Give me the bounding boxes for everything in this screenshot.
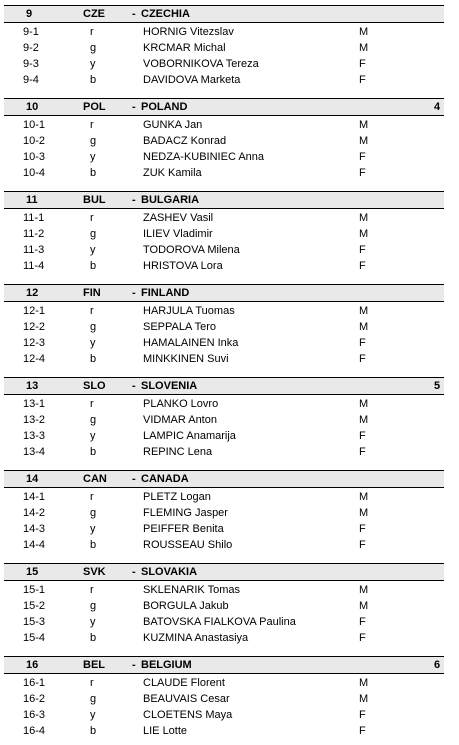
athlete-position: 16-2 xyxy=(23,693,46,705)
athlete-name: KUZMINA Anastasiya xyxy=(143,632,249,644)
bib-color: r xyxy=(90,212,94,224)
bib-color: r xyxy=(90,584,94,596)
athlete-position: 10-1 xyxy=(23,119,46,131)
team-block xyxy=(0,0,459,93)
bib-color: y xyxy=(90,151,96,163)
athlete-position: 14-1 xyxy=(23,491,46,503)
team-code: POL xyxy=(83,101,106,113)
athlete-row xyxy=(0,149,459,165)
bib-color: y xyxy=(90,616,96,628)
athlete-gender: F xyxy=(359,632,366,644)
athlete-gender: M xyxy=(359,135,369,147)
team-block xyxy=(0,558,459,651)
team-header xyxy=(4,284,444,302)
athlete-gender: F xyxy=(359,446,366,458)
team-name: BELGIUM xyxy=(141,659,192,671)
athlete-gender: F xyxy=(359,151,366,163)
athlete-position: 10-4 xyxy=(23,167,46,179)
team-name: BULGARIA xyxy=(141,194,200,206)
athlete-name: BADACZ Konrad xyxy=(143,135,227,147)
team-code: FIN xyxy=(83,287,101,299)
athlete-gender: F xyxy=(359,167,366,179)
athlete-row xyxy=(0,505,459,521)
athlete-gender: M xyxy=(359,491,369,503)
team-name: CZECHIA xyxy=(141,8,190,20)
athlete-name: BATOVSKA FIALKOVA Paulina xyxy=(143,616,296,628)
team-separator: - xyxy=(132,659,136,671)
athlete-position: 14-2 xyxy=(23,507,46,519)
team-header xyxy=(4,98,444,116)
team-code: BUL xyxy=(83,194,106,206)
athlete-gender: M xyxy=(359,600,369,612)
athlete-name: LIE Lotte xyxy=(143,725,188,737)
athlete-gender: F xyxy=(359,244,366,256)
athlete-row xyxy=(0,489,459,505)
athlete-row xyxy=(0,630,459,646)
team-separator: - xyxy=(132,473,136,485)
athlete-row xyxy=(0,412,459,428)
athlete-name: MINKKINEN Suvi xyxy=(143,353,229,365)
bib-color: b xyxy=(90,167,97,179)
team-number: 10 xyxy=(26,101,39,113)
athlete-name: NEDZA-KUBINIEC Anna xyxy=(143,151,265,163)
team-header xyxy=(4,470,444,488)
team-number: 13 xyxy=(26,380,39,392)
team-header xyxy=(4,656,444,674)
athlete-row xyxy=(0,24,459,40)
athlete-gender: F xyxy=(359,337,366,349)
bib-color: g xyxy=(90,600,97,612)
athlete-name: LAMPIC Anamarija xyxy=(143,430,236,442)
athlete-gender: M xyxy=(359,212,369,224)
team-separator: - xyxy=(132,8,136,20)
athlete-gender: F xyxy=(359,260,366,272)
team-block xyxy=(0,372,459,465)
athlete-name: HRISTOVA Lora xyxy=(143,260,223,272)
athlete-position: 12-2 xyxy=(23,321,46,333)
athlete-row xyxy=(0,117,459,133)
athlete-position: 16-3 xyxy=(23,709,46,721)
athlete-row xyxy=(0,675,459,691)
athlete-gender: F xyxy=(359,58,366,70)
team-block xyxy=(0,93,459,186)
team-name: SLOVAKIA xyxy=(141,566,198,578)
team-block xyxy=(0,279,459,372)
athlete-row xyxy=(0,242,459,258)
athlete-position: 15-4 xyxy=(23,632,46,644)
team-code: CAN xyxy=(83,473,107,485)
athlete-row xyxy=(0,351,459,367)
bib-color: y xyxy=(90,709,96,721)
bib-color: r xyxy=(90,491,94,503)
athlete-name: PLETZ Logan xyxy=(143,491,211,503)
bib-color: g xyxy=(90,507,97,519)
athlete-row xyxy=(0,56,459,72)
bib-color: b xyxy=(90,725,97,737)
athlete-name: SEPPALA Tero xyxy=(143,321,216,333)
athlete-name: BEAUVAIS Cesar xyxy=(143,693,230,705)
team-separator: - xyxy=(132,101,136,113)
team-separator: - xyxy=(132,287,136,299)
bib-color: b xyxy=(90,74,97,86)
athlete-position: 13-1 xyxy=(23,398,46,410)
athlete-position: 15-2 xyxy=(23,600,46,612)
athlete-row xyxy=(0,165,459,181)
bib-color: b xyxy=(90,632,97,644)
athlete-position: 14-3 xyxy=(23,523,46,535)
athlete-name: ZUK Kamila xyxy=(143,167,202,179)
athlete-gender: M xyxy=(359,228,369,240)
athlete-gender: F xyxy=(359,616,366,628)
athlete-gender: F xyxy=(359,353,366,365)
athlete-position: 12-1 xyxy=(23,305,46,317)
team-separator: - xyxy=(132,380,136,392)
athlete-gender: F xyxy=(359,539,366,551)
athlete-gender: M xyxy=(359,119,369,131)
athlete-row xyxy=(0,335,459,351)
athlete-row xyxy=(0,691,459,707)
athlete-position: 13-4 xyxy=(23,446,46,458)
athlete-row xyxy=(0,521,459,537)
athlete-name: GUNKA Jan xyxy=(143,119,203,131)
team-number: 15 xyxy=(26,566,39,578)
athlete-gender: M xyxy=(359,677,369,689)
athlete-gender: M xyxy=(359,398,369,410)
athlete-row xyxy=(0,396,459,412)
athlete-position: 16-4 xyxy=(23,725,46,737)
athlete-position: 9-1 xyxy=(23,26,39,38)
athlete-row xyxy=(0,226,459,242)
bib-color: y xyxy=(90,58,96,70)
bib-color: r xyxy=(90,677,94,689)
athlete-gender: M xyxy=(359,693,369,705)
athlete-position: 16-1 xyxy=(23,677,46,689)
page-number: 6 xyxy=(434,659,441,671)
bib-color: r xyxy=(90,26,94,38)
athlete-name: KRCMAR Michal xyxy=(143,42,226,54)
bib-color: g xyxy=(90,414,97,426)
team-separator: - xyxy=(132,566,136,578)
athlete-gender: M xyxy=(359,414,369,426)
page-number: 4 xyxy=(434,101,441,113)
team-separator: - xyxy=(132,194,136,206)
athlete-row xyxy=(0,444,459,460)
athlete-position: 11-2 xyxy=(23,228,45,240)
athlete-name: PLANKO Lovro xyxy=(143,398,219,410)
athlete-position: 12-3 xyxy=(23,337,46,349)
team-block xyxy=(0,186,459,279)
team-code: SVK xyxy=(83,566,106,578)
team-header xyxy=(4,191,444,209)
athlete-name: ILIEV Vladimir xyxy=(143,228,213,240)
page-number: 5 xyxy=(434,380,441,392)
athlete-row xyxy=(0,40,459,56)
bib-color: g xyxy=(90,693,97,705)
team-code: SLO xyxy=(83,380,106,392)
athlete-gender: M xyxy=(359,321,369,333)
athlete-position: 11-1 xyxy=(23,212,45,224)
team-header xyxy=(4,563,444,581)
bib-color: g xyxy=(90,228,97,240)
bib-color: y xyxy=(90,244,96,256)
athlete-gender: F xyxy=(359,709,366,721)
athlete-name: CLOETENS Maya xyxy=(143,709,233,721)
athlete-name: VOBORNIKOVA Tereza xyxy=(143,58,259,70)
athlete-name: ROUSSEAU Shilo xyxy=(143,539,233,551)
team-number: 11 xyxy=(26,194,38,206)
athlete-position: 9-2 xyxy=(23,42,39,54)
athlete-position: 9-3 xyxy=(23,58,39,70)
athlete-gender: F xyxy=(359,430,366,442)
athlete-position: 11-3 xyxy=(23,244,45,256)
athlete-name: BORGULA Jakub xyxy=(143,600,229,612)
team-name: SLOVENIA xyxy=(141,380,198,392)
team-header xyxy=(4,377,444,395)
athlete-gender: M xyxy=(359,584,369,596)
bib-color: r xyxy=(90,398,94,410)
athlete-position: 11-4 xyxy=(23,260,45,272)
athlete-row xyxy=(0,537,459,553)
team-block xyxy=(0,651,459,744)
athlete-name: HARJULA Tuomas xyxy=(143,305,235,317)
athlete-row xyxy=(0,582,459,598)
athlete-name: VIDMAR Anton xyxy=(143,414,217,426)
bib-color: b xyxy=(90,260,97,272)
bib-color: r xyxy=(90,119,94,131)
bib-color: b xyxy=(90,353,97,365)
athlete-row xyxy=(0,723,459,739)
athlete-row xyxy=(0,210,459,226)
athlete-name: PEIFFER Benita xyxy=(143,523,224,535)
athlete-name: FLEMING Jasper xyxy=(143,507,228,519)
athlete-name: HORNIG Vitezslav xyxy=(143,26,234,38)
team-code: BEL xyxy=(83,659,105,671)
athlete-row xyxy=(0,707,459,723)
athlete-name: DAVIDOVA Marketa xyxy=(143,74,241,86)
athlete-row xyxy=(0,598,459,614)
athlete-gender: M xyxy=(359,507,369,519)
team-number: 14 xyxy=(26,473,39,485)
athlete-name: TODOROVA Milena xyxy=(143,244,240,256)
team-name: CANADA xyxy=(141,473,189,485)
athlete-gender: M xyxy=(359,42,369,54)
athlete-name: ZASHEV Vasil xyxy=(143,212,214,224)
athlete-row xyxy=(0,258,459,274)
athlete-position: 13-3 xyxy=(23,430,46,442)
team-number: 9 xyxy=(26,8,33,20)
athlete-position: 10-2 xyxy=(23,135,46,147)
bib-color: b xyxy=(90,539,97,551)
bib-color: b xyxy=(90,446,97,458)
team-header xyxy=(4,5,444,23)
bib-color: g xyxy=(90,42,97,54)
team-number: 16 xyxy=(26,659,39,671)
bib-color: r xyxy=(90,305,94,317)
team-name: POLAND xyxy=(141,101,188,113)
team-name: FINLAND xyxy=(141,287,190,299)
athlete-gender: M xyxy=(359,305,369,317)
team-block xyxy=(0,465,459,558)
athlete-position: 10-3 xyxy=(23,151,46,163)
athlete-position: 14-4 xyxy=(23,539,46,551)
athlete-row xyxy=(0,319,459,335)
athlete-row xyxy=(0,72,459,88)
athlete-position: 9-4 xyxy=(23,74,39,86)
team-code: CZE xyxy=(83,8,105,20)
athlete-name: CLAUDE Florent xyxy=(143,677,225,689)
bib-color: y xyxy=(90,430,96,442)
athlete-position: 13-2 xyxy=(23,414,46,426)
team-number: 12 xyxy=(26,287,39,299)
athlete-row xyxy=(0,428,459,444)
athlete-gender: F xyxy=(359,725,366,737)
athlete-row xyxy=(0,614,459,630)
athlete-row xyxy=(0,133,459,149)
athlete-gender: M xyxy=(359,26,369,38)
athlete-gender: F xyxy=(359,74,366,86)
athlete-position: 15-1 xyxy=(23,584,46,596)
athlete-name: SKLENARIK Tomas xyxy=(143,584,241,596)
bib-color: g xyxy=(90,321,97,333)
athlete-name: REPINC Lena xyxy=(143,446,213,458)
athlete-gender: F xyxy=(359,523,366,535)
athlete-row xyxy=(0,303,459,319)
athlete-position: 15-3 xyxy=(23,616,46,628)
bib-color: g xyxy=(90,135,97,147)
bib-color: y xyxy=(90,337,96,349)
athlete-name: HAMALAINEN Inka xyxy=(143,337,239,349)
bib-color: y xyxy=(90,523,96,535)
athlete-position: 12-4 xyxy=(23,353,46,365)
